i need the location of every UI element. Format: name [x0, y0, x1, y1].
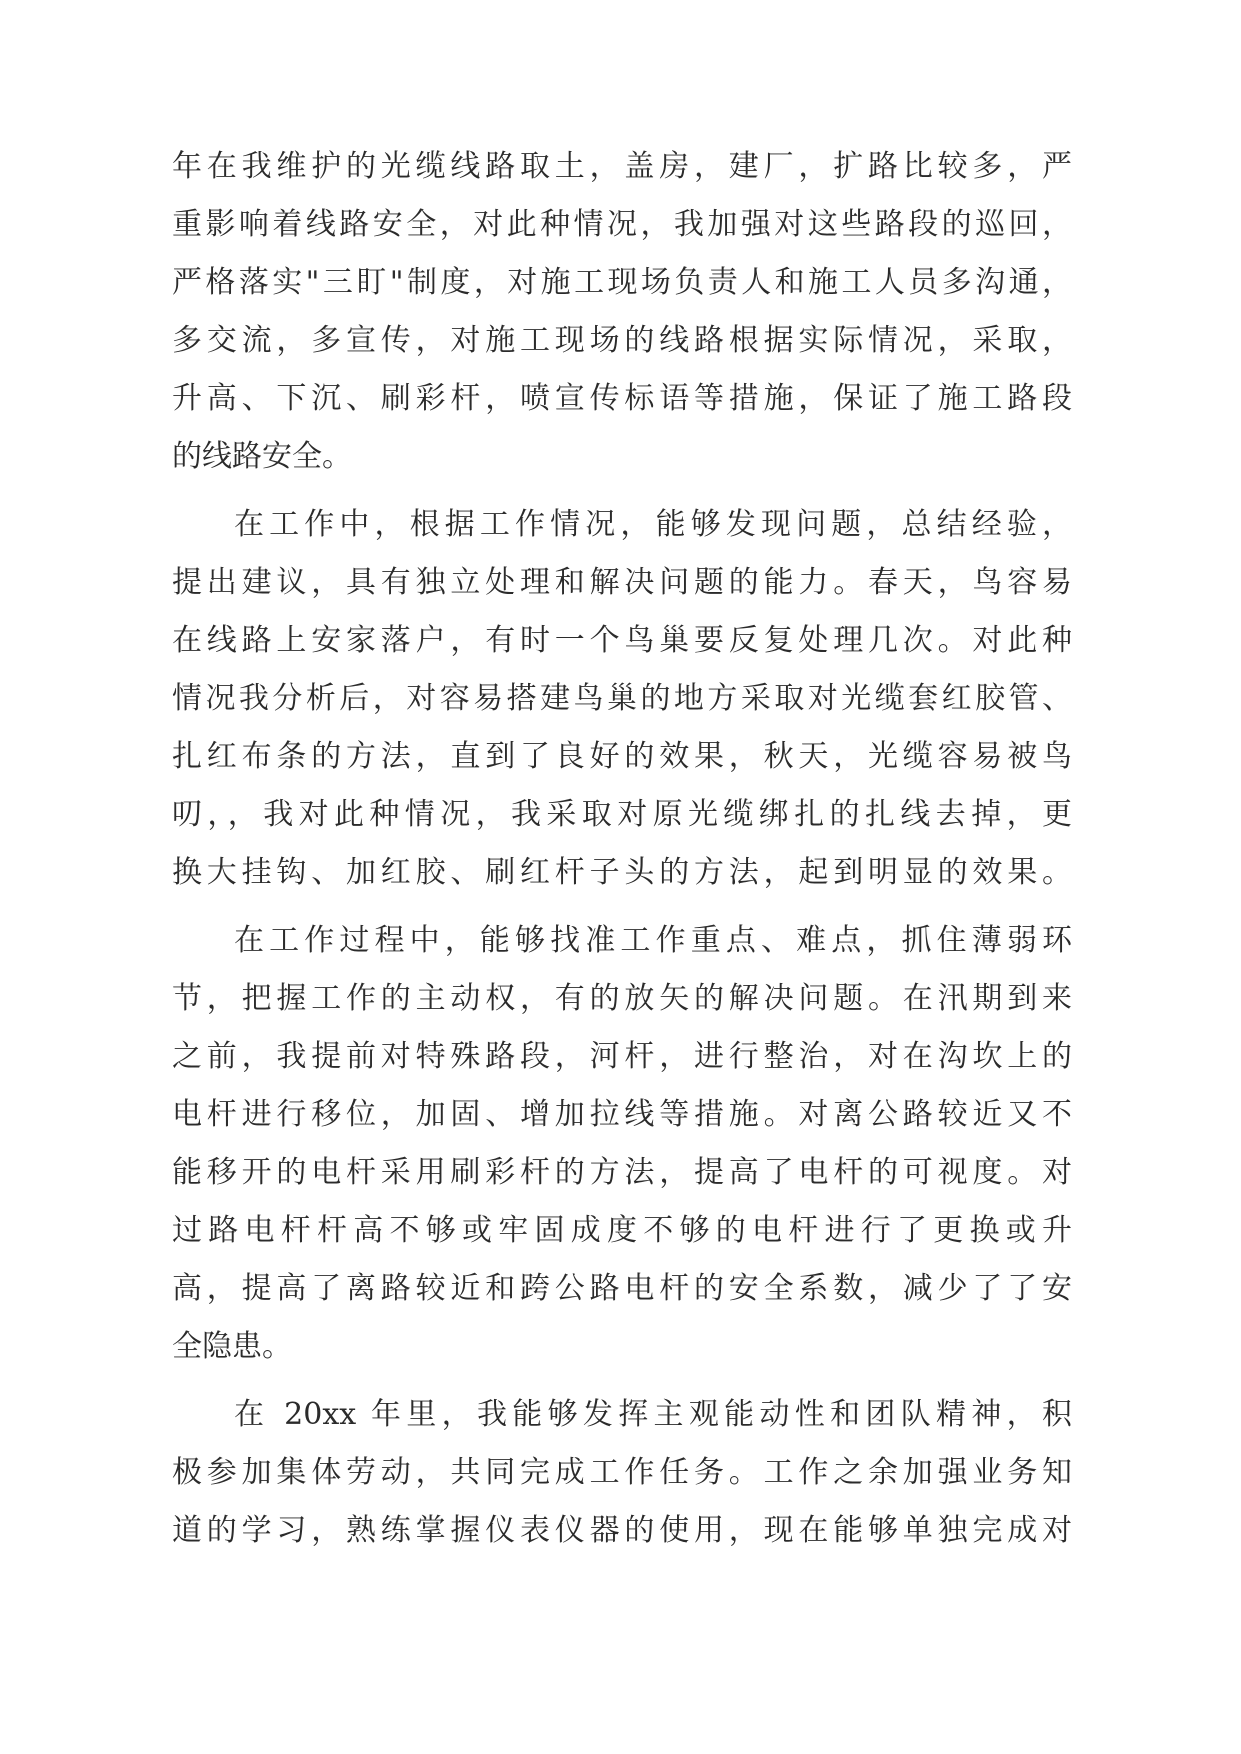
paragraph-1-line-5: 升高、下沉、刷彩杆，喷宣传标语等措施，保证了施工路段 — [172, 381, 1072, 416]
paragraph-2-line-6: 叨，，我对此种情况，我采取对原光缆绑扎的扎线去掉，更 — [172, 797, 1072, 832]
paragraph-4-line-3: 道的学习，熟练掌握仪表仪器的使用，现在能够单独完成对 — [172, 1513, 1072, 1548]
paragraph-3-line-6: 过路电杆杆高不够或牢固成度不够的电杆进行了更换或升 — [172, 1213, 1072, 1248]
paragraph-1-line-6: 的线路安全。 — [172, 439, 352, 474]
paragraph-4-line-1: 在 20xx 年里，我能够发挥主观能动性和团队精神，积 — [234, 1397, 1072, 1432]
paragraph-3-line-8: 全隐患。 — [172, 1329, 292, 1364]
paragraph-1-line-3: 严格落实"三盯"制度，对施工现场负责人和施工人员多沟通， — [172, 265, 1072, 300]
paragraph-2-line-5: 扎红布条的方法，直到了良好的效果，秋天，光缆容易被鸟 — [172, 739, 1072, 774]
paragraph-3-line-4: 电杆进行移位，加固、增加拉线等措施。对离公路较近又不 — [172, 1097, 1072, 1132]
paragraph-3-line-3: 之前，我提前对特殊路段，河杆，进行整治，对在沟坎上的 — [172, 1039, 1072, 1074]
paragraph-1-line-2: 重影响着线路安全，对此种情况，我加强对这些路段的巡回， — [172, 207, 1072, 242]
paragraph-4-line-2: 极参加集体劳动，共同完成工作任务。工作之余加强业务知 — [172, 1455, 1072, 1490]
paragraph-2-line-7: 换大挂钩、加红胶、刷红杆子头的方法，起到明显的效果。 — [172, 855, 1072, 890]
paragraph-3-line-5: 能移开的电杆采用刷彩杆的方法，提高了电杆的可视度。对 — [172, 1155, 1072, 1190]
paragraph-3-line-2: 节，把握工作的主动权，有的放矢的解决问题。在汛期到来 — [172, 981, 1072, 1016]
paragraph-1-line-4: 多交流，多宣传，对施工现场的线路根据实际情况，采取， — [172, 323, 1072, 358]
paragraph-3-line-1: 在工作过程中，能够找准工作重点、难点，抓住薄弱环 — [234, 923, 1072, 958]
paragraph-2-line-3: 在线路上安家落户，有时一个鸟巢要反复处理几次。对此种 — [172, 623, 1072, 658]
paragraph-2-line-1: 在工作中，根据工作情况，能够发现问题，总结经验， — [234, 507, 1072, 542]
paragraph-1-line-1: 年在我维护的光缆线路取土，盖房，建厂，扩路比较多，严 — [172, 149, 1072, 184]
paragraph-2-line-4: 情况我分析后，对容易搭建鸟巢的地方采取对光缆套红胶管、 — [172, 681, 1072, 716]
paragraph-2-line-2: 提出建议，具有独立处理和解决问题的能力。春天，鸟容易 — [172, 565, 1072, 600]
paragraph-3-line-7: 高，提高了离路较近和跨公路电杆的安全系数，减少了了安 — [172, 1271, 1072, 1306]
